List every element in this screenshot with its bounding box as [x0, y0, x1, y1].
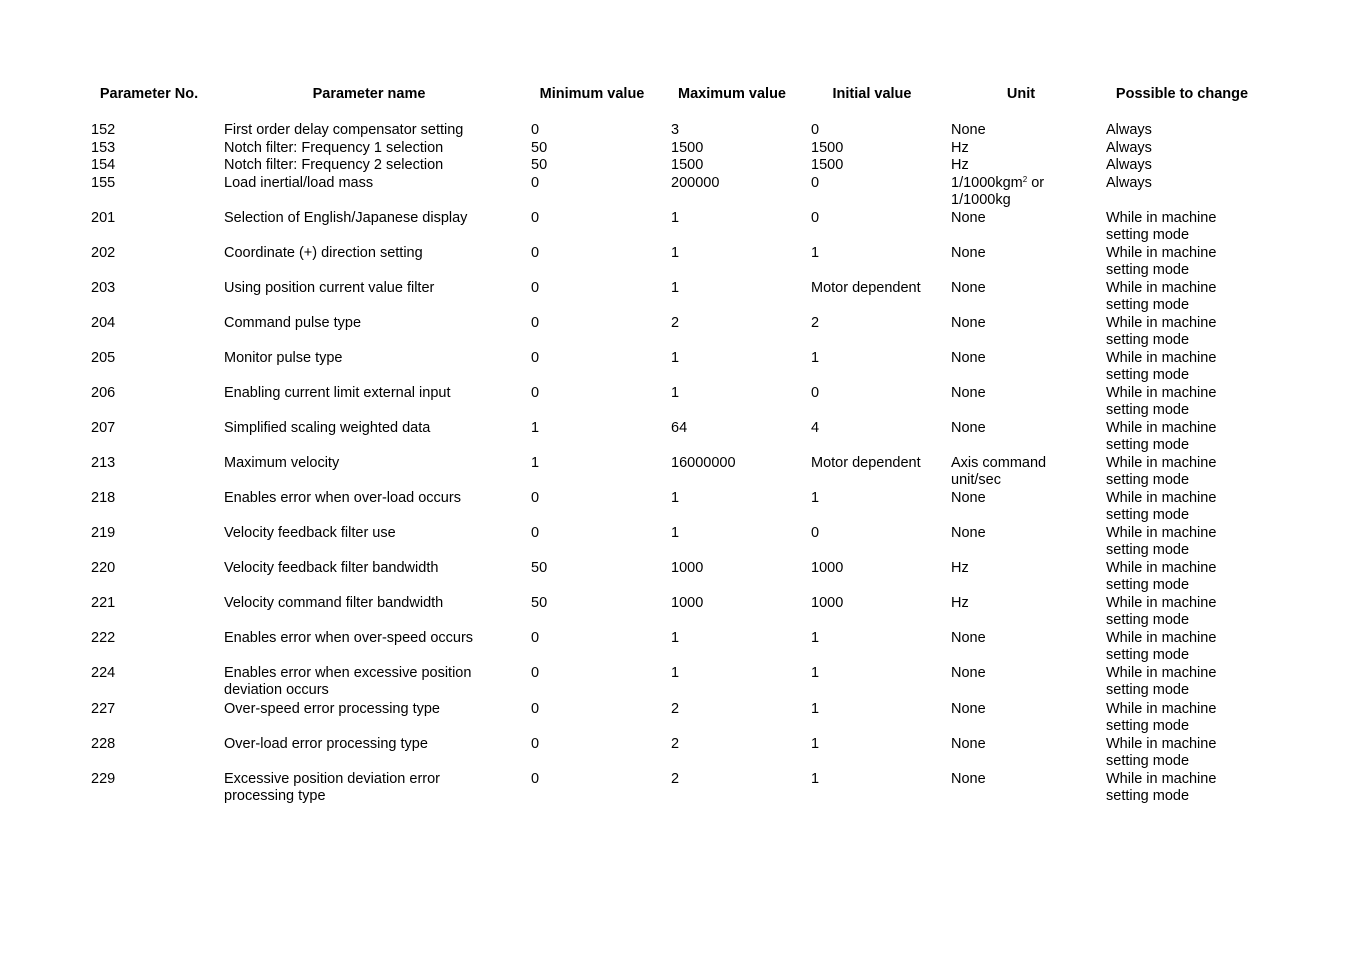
- cell-possible-to-change-line: Always: [1106, 122, 1152, 138]
- cell-parameter-name: [224, 525, 514, 543]
- cell-parameter-no: 202: [91, 244, 116, 261]
- cell-parameter-no: 228: [91, 735, 116, 752]
- cell-possible-to-change-line: While in machine: [1106, 244, 1217, 261]
- cell-unit: [951, 736, 1096, 754]
- cell-possible-to-change: [1106, 280, 1286, 315]
- cell-parameter-no: 152: [91, 122, 116, 138]
- cell-parameter-name-line: deviation occurs: [224, 682, 329, 698]
- cell-possible-to-change-line: setting mode: [1106, 788, 1190, 804]
- cell-unit: [951, 665, 1096, 683]
- cell-possible-to-change: [1106, 420, 1286, 455]
- cell-unit: [951, 350, 1096, 368]
- cell-initial-value: Motor dependent: [811, 454, 921, 471]
- table-row: [0, 175, 1351, 210]
- cell-possible-to-change: [1106, 560, 1286, 595]
- table-row: [0, 701, 1351, 736]
- cell-parameter-name: [224, 315, 514, 333]
- cell-minimum-value: 50: [531, 157, 548, 173]
- cell-possible-to-change-line: While in machine: [1106, 419, 1217, 436]
- table-row: [0, 630, 1351, 665]
- cell-unit: [951, 315, 1096, 333]
- cell-unit: [951, 157, 1096, 175]
- cell-unit-line: unit/sec: [951, 472, 1001, 488]
- cell-possible-to-change: [1106, 595, 1286, 630]
- table-row: [0, 736, 1351, 771]
- cell-possible-to-change: [1106, 630, 1286, 665]
- cell-maximum-value: 1000: [671, 594, 704, 611]
- table-row: [0, 490, 1351, 525]
- cell-possible-to-change: [1106, 701, 1286, 736]
- cell-unit-line: 1/1000kg: [951, 192, 1011, 208]
- cell-initial-value: 0: [811, 524, 820, 541]
- cell-unit-line: None: [951, 664, 986, 681]
- cell-possible-to-change-line: setting mode: [1106, 718, 1190, 734]
- cell-initial-value: 1: [811, 349, 820, 366]
- cell-minimum-value: 50: [531, 594, 548, 611]
- cell-maximum-value: 1: [671, 524, 680, 541]
- cell-initial-value: 1: [811, 629, 820, 646]
- cell-unit-line: None: [951, 770, 986, 787]
- cell-parameter-no: 220: [91, 559, 116, 576]
- cell-parameter-no: 205: [91, 349, 116, 366]
- cell-unit: [951, 140, 1096, 158]
- cell-unit-line: None: [951, 735, 986, 752]
- cell-unit-line: None: [951, 244, 986, 261]
- cell-parameter-name: [224, 122, 514, 140]
- cell-unit: [951, 420, 1096, 438]
- cell-parameter-no: 224: [91, 664, 116, 681]
- cell-initial-value: 1: [811, 489, 820, 506]
- cell-possible-to-change-line: setting mode: [1106, 577, 1190, 593]
- cell-parameter-name-line: Monitor pulse type: [224, 349, 343, 366]
- header-possible-to-change: Possible to change: [1115, 86, 1249, 102]
- cell-possible-to-change: [1106, 771, 1286, 806]
- cell-initial-value: Motor dependent: [811, 279, 921, 296]
- cell-parameter-no: 206: [91, 384, 116, 401]
- table-row: [0, 771, 1351, 806]
- cell-parameter-name-line: Over-speed error processing type: [224, 700, 440, 717]
- cell-initial-value: 0: [811, 174, 820, 191]
- table-body: [0, 122, 1351, 806]
- cell-unit: [951, 122, 1096, 140]
- cell-maximum-value: 1: [671, 209, 680, 226]
- cell-unit-line: Hz: [951, 157, 969, 173]
- cell-possible-to-change-line: setting mode: [1106, 507, 1190, 523]
- cell-parameter-name: [224, 701, 514, 719]
- cell-possible-to-change-line: setting mode: [1106, 542, 1190, 558]
- cell-parameter-name-line: Excessive position deviation error: [224, 770, 440, 787]
- cell-unit-line: None: [951, 419, 986, 436]
- cell-minimum-value: 0: [531, 489, 540, 506]
- cell-unit-line: None: [951, 524, 986, 541]
- cell-possible-to-change-line: setting mode: [1106, 227, 1190, 243]
- cell-parameter-no: 218: [91, 489, 116, 506]
- cell-possible-to-change: [1106, 175, 1286, 193]
- cell-minimum-value: 50: [531, 559, 548, 576]
- cell-parameter-name: [224, 736, 514, 754]
- cell-parameter-name: [224, 157, 514, 175]
- cell-unit-line: None: [951, 314, 986, 331]
- unit-suffix: or: [1027, 174, 1045, 191]
- cell-unit-line: Hz: [951, 559, 969, 576]
- cell-parameter-name-line: Coordinate (+) direction setting: [224, 244, 423, 261]
- cell-parameter-name-line: Load inertial/load mass: [224, 174, 374, 191]
- cell-unit-line: None: [951, 209, 986, 226]
- cell-maximum-value: 64: [671, 419, 688, 436]
- cell-unit: [951, 385, 1096, 403]
- cell-possible-to-change-line: While in machine: [1106, 314, 1217, 331]
- cell-parameter-name-line: Enables error when excessive position: [224, 664, 472, 681]
- cell-parameter-name: [224, 280, 514, 298]
- cell-possible-to-change-line: While in machine: [1106, 594, 1217, 611]
- cell-possible-to-change-line: While in machine: [1106, 209, 1217, 226]
- cell-possible-to-change-line: While in machine: [1106, 735, 1217, 752]
- cell-parameter-name-line: First order delay compensator setting: [224, 122, 464, 138]
- cell-minimum-value: 0: [531, 122, 540, 138]
- cell-possible-to-change-line: setting mode: [1106, 647, 1190, 663]
- cell-minimum-value: 0: [531, 524, 540, 541]
- cell-possible-to-change-line: setting mode: [1106, 262, 1190, 278]
- cell-initial-value: 1500: [811, 157, 844, 173]
- cell-possible-to-change-line: setting mode: [1106, 682, 1190, 698]
- cell-initial-value: 0: [811, 122, 820, 138]
- cell-parameter-name-line: Notch filter: Frequency 1 selection: [224, 139, 444, 156]
- cell-parameter-name: [224, 175, 514, 193]
- header-maximum-value: Maximum value: [678, 86, 786, 102]
- cell-unit-line: Hz: [951, 139, 969, 156]
- cell-possible-to-change-line: While in machine: [1106, 559, 1217, 576]
- cell-initial-value: 1: [811, 244, 820, 261]
- cell-minimum-value: 0: [531, 700, 540, 717]
- cell-parameter-no: 207: [91, 419, 116, 436]
- cell-parameter-no: 203: [91, 279, 116, 296]
- table-row: [0, 157, 1351, 175]
- cell-parameter-name-line: Velocity feedback filter bandwidth: [224, 559, 439, 576]
- cell-minimum-value: 0: [531, 384, 540, 401]
- cell-possible-to-change: [1106, 736, 1286, 771]
- cell-possible-to-change: [1106, 490, 1286, 525]
- cell-parameter-name: [224, 420, 514, 438]
- cell-maximum-value: 200000: [671, 174, 720, 191]
- cell-parameter-no: 219: [91, 524, 116, 541]
- table-row: [0, 210, 1351, 245]
- cell-unit: [951, 210, 1096, 228]
- table-row: [0, 525, 1351, 560]
- cell-parameter-no: 154: [91, 157, 116, 173]
- cell-minimum-value: 0: [531, 770, 540, 787]
- cell-maximum-value: 1: [671, 384, 680, 401]
- cell-initial-value: 1000: [811, 559, 844, 576]
- cell-possible-to-change: [1106, 665, 1286, 700]
- table-row: [0, 245, 1351, 280]
- cell-parameter-name: [224, 490, 514, 508]
- cell-possible-to-change-line: setting mode: [1106, 402, 1190, 418]
- cell-parameter-name-line: Selection of English/Japanese display: [224, 209, 468, 226]
- cell-minimum-value: 0: [531, 209, 540, 226]
- cell-parameter-no: 153: [91, 139, 116, 156]
- cell-possible-to-change: [1106, 525, 1286, 560]
- cell-possible-to-change-line: setting mode: [1106, 612, 1190, 628]
- cell-initial-value: 1500: [811, 139, 844, 156]
- cell-parameter-name: [224, 665, 514, 700]
- table-row: [0, 140, 1351, 158]
- table-row: [0, 315, 1351, 350]
- cell-possible-to-change: [1106, 315, 1286, 350]
- cell-initial-value: 0: [811, 384, 820, 401]
- cell-parameter-no: 227: [91, 700, 116, 717]
- cell-possible-to-change-line: While in machine: [1106, 524, 1217, 541]
- cell-initial-value: 1: [811, 664, 820, 681]
- cell-minimum-value: 0: [531, 279, 540, 296]
- cell-possible-to-change-line: Always: [1106, 139, 1152, 156]
- cell-initial-value: 1: [811, 735, 820, 752]
- cell-unit: [951, 175, 1096, 210]
- cell-unit-line: None: [951, 122, 986, 138]
- cell-parameter-name: [224, 560, 514, 578]
- cell-maximum-value: 1500: [671, 157, 704, 173]
- cell-maximum-value: 1: [671, 349, 680, 366]
- cell-unit: [951, 490, 1096, 508]
- header-initial-value: Initial value: [832, 86, 912, 102]
- cell-possible-to-change: [1106, 140, 1286, 158]
- cell-possible-to-change-line: While in machine: [1106, 489, 1217, 506]
- cell-unit: [951, 525, 1096, 543]
- cell-possible-to-change-line: setting mode: [1106, 753, 1190, 769]
- cell-parameter-name-line: Enables error when over-load occurs: [224, 489, 461, 506]
- cell-maximum-value: 1: [671, 489, 680, 506]
- cell-possible-to-change-line: setting mode: [1106, 297, 1190, 313]
- cell-maximum-value: 1000: [671, 559, 704, 576]
- cell-parameter-name-line: Command pulse type: [224, 314, 362, 331]
- unit-superscript: 2: [1022, 174, 1028, 184]
- cell-unit-line: Axis command: [951, 454, 1047, 471]
- cell-parameter-name-line: Using position current value filter: [224, 279, 435, 296]
- cell-minimum-value: 0: [531, 629, 540, 646]
- cell-possible-to-change: [1106, 350, 1286, 385]
- cell-possible-to-change: [1106, 157, 1286, 175]
- cell-unit: [951, 595, 1096, 613]
- cell-possible-to-change-line: While in machine: [1106, 349, 1217, 366]
- header-parameter-name: Parameter name: [312, 86, 426, 102]
- cell-possible-to-change-line: While in machine: [1106, 664, 1217, 681]
- cell-initial-value: 1: [811, 770, 820, 787]
- cell-maximum-value: 1: [671, 664, 680, 681]
- cell-possible-to-change-line: While in machine: [1106, 770, 1217, 787]
- cell-minimum-value: 0: [531, 349, 540, 366]
- cell-maximum-value: 1: [671, 244, 680, 261]
- cell-maximum-value: 1: [671, 279, 680, 296]
- table-row: [0, 350, 1351, 385]
- cell-parameter-name-line: Enables error when over-speed occurs: [224, 629, 474, 646]
- cell-initial-value: 1000: [811, 594, 844, 611]
- cell-parameter-name: [224, 210, 514, 228]
- cell-parameter-no: 213: [91, 454, 116, 471]
- cell-unit: [951, 771, 1096, 789]
- cell-possible-to-change-line: setting mode: [1106, 367, 1190, 383]
- cell-parameter-no: 155: [91, 174, 116, 191]
- cell-unit: [951, 280, 1096, 298]
- cell-unit: [951, 560, 1096, 578]
- cell-unit-line: None: [951, 700, 986, 717]
- table-row: [0, 455, 1351, 490]
- cell-unit-line: Hz: [951, 594, 969, 611]
- cell-maximum-value: 2: [671, 770, 680, 787]
- cell-initial-value: 0: [811, 209, 820, 226]
- cell-possible-to-change-line: setting mode: [1106, 437, 1190, 453]
- cell-parameter-name-line: Notch filter: Frequency 2 selection: [224, 157, 444, 173]
- cell-unit-line: None: [951, 349, 986, 366]
- cell-parameter-name: [224, 385, 514, 403]
- cell-possible-to-change-line: setting mode: [1106, 472, 1190, 488]
- header-unit: Unit: [1006, 86, 1036, 102]
- cell-initial-value: 1: [811, 700, 820, 717]
- cell-unit-line: None: [951, 629, 986, 646]
- cell-parameter-name: [224, 140, 514, 158]
- cell-maximum-value: 2: [671, 700, 680, 717]
- header-minimum-value: Minimum value: [539, 86, 645, 102]
- cell-parameter-name-line: Maximum velocity: [224, 454, 340, 471]
- cell-parameter-no: 204: [91, 314, 116, 331]
- header-parameter-no: Parameter No.: [99, 86, 199, 102]
- cell-possible-to-change-line: setting mode: [1106, 332, 1190, 348]
- cell-parameter-name-line: processing type: [224, 788, 326, 804]
- cell-maximum-value: 2: [671, 735, 680, 752]
- cell-parameter-name-line: Enabling current limit external input: [224, 384, 451, 401]
- cell-possible-to-change-line: While in machine: [1106, 279, 1217, 296]
- cell-parameter-name: [224, 771, 514, 806]
- cell-parameter-no: 229: [91, 770, 116, 787]
- cell-possible-to-change: [1106, 210, 1286, 245]
- cell-parameter-name-line: Simplified scaling weighted data: [224, 419, 431, 436]
- cell-possible-to-change: [1106, 385, 1286, 420]
- cell-minimum-value: 1: [531, 454, 540, 471]
- cell-minimum-value: 0: [531, 664, 540, 681]
- cell-possible-to-change: [1106, 122, 1286, 140]
- cell-possible-to-change-line: While in machine: [1106, 384, 1217, 401]
- unit-prefix: 1/1000kgm: [951, 174, 1023, 191]
- table-row: [0, 560, 1351, 595]
- cell-possible-to-change: [1106, 245, 1286, 280]
- cell-possible-to-change-line: While in machine: [1106, 629, 1217, 646]
- cell-parameter-name-line: Over-load error processing type: [224, 735, 428, 752]
- cell-maximum-value: 16000000: [671, 454, 736, 471]
- cell-maximum-value: 2: [671, 314, 680, 331]
- cell-parameter-name: [224, 455, 514, 473]
- table-row: [0, 665, 1351, 701]
- cell-parameter-no: 222: [91, 629, 116, 646]
- table-row: [0, 280, 1351, 315]
- table-row: [0, 385, 1351, 420]
- cell-maximum-value: 3: [671, 122, 680, 138]
- cell-unit: [951, 630, 1096, 648]
- cell-possible-to-change-line: Always: [1106, 157, 1152, 173]
- cell-minimum-value: 1: [531, 419, 540, 436]
- cell-possible-to-change-line: Always: [1106, 174, 1152, 191]
- cell-parameter-name: [224, 245, 514, 263]
- cell-minimum-value: 0: [531, 174, 540, 191]
- cell-unit: [951, 701, 1096, 719]
- cell-maximum-value: 1: [671, 629, 680, 646]
- cell-parameter-no: 201: [91, 209, 116, 226]
- cell-parameter-name: [224, 630, 514, 648]
- cell-parameter-name-line: Velocity command filter bandwidth: [224, 594, 444, 611]
- cell-minimum-value: 0: [531, 735, 540, 752]
- cell-maximum-value: 1500: [671, 139, 704, 156]
- cell-minimum-value: 0: [531, 314, 540, 331]
- cell-unit: [951, 245, 1096, 263]
- cell-minimum-value: 0: [531, 244, 540, 261]
- cell-initial-value: 2: [811, 314, 820, 331]
- cell-parameter-no: 221: [91, 594, 116, 611]
- cell-possible-to-change-line: While in machine: [1106, 454, 1217, 471]
- cell-unit: [951, 455, 1096, 490]
- cell-minimum-value: 50: [531, 139, 548, 156]
- cell-parameter-name: [224, 350, 514, 368]
- cell-initial-value: 4: [811, 419, 820, 436]
- cell-unit-line: None: [951, 489, 986, 506]
- cell-possible-to-change: [1106, 455, 1286, 490]
- table-row: [0, 595, 1351, 630]
- cell-unit-line: None: [951, 384, 986, 401]
- table-row: [0, 122, 1351, 140]
- table-header-row: [0, 86, 1351, 106]
- cell-parameter-name: [224, 595, 514, 613]
- cell-unit-line: [951, 175, 1096, 193]
- table-row: [0, 420, 1351, 455]
- cell-unit-line: None: [951, 279, 986, 296]
- cell-parameter-name-line: Velocity feedback filter use: [224, 524, 396, 541]
- cell-possible-to-change-line: While in machine: [1106, 700, 1217, 717]
